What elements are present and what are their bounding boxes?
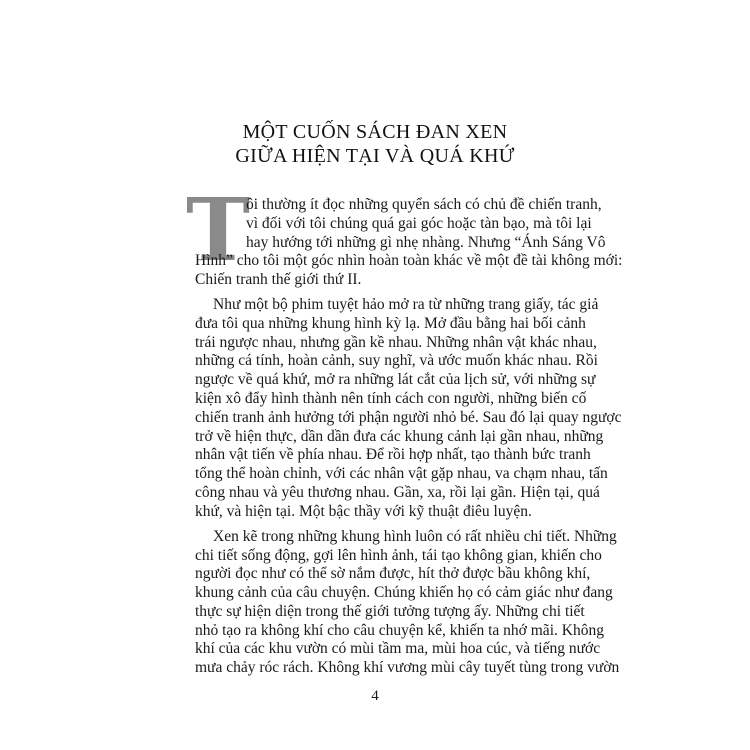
text-line: người đọc như có thể sờ nắm được, hít thở được bầu không khí, bbox=[195, 565, 591, 583]
text-line: tổng thể hoàn chỉnh, với các nhân vật gặp nhau, va chạm nhau, tấn bbox=[195, 465, 608, 483]
text-line: trở về hiện thực, dần dần đưa các khung cảnh lại gần nhau, những bbox=[195, 427, 604, 445]
text-line: Như một bộ phim tuyệt hảo mở ra từ những trang giấy, tác giả bbox=[213, 296, 599, 314]
chapter-title-line-2: GIỮA HIỆN TẠI VÀ QUÁ KHỨ bbox=[235, 145, 515, 167]
text-line: Hình” cho tôi một góc nhìn hoàn toàn khác về một đề tài không mới: bbox=[195, 252, 623, 270]
text-line: nhân vật tiến về phía nhau. Để rồi hợp nhất, tạo thành bức tranh bbox=[195, 446, 591, 464]
text-line: vì đối với tôi chúng quá gai góc hoặc tàn bạo, mà tôi lại bbox=[246, 214, 592, 232]
drop-cap-letter: T bbox=[186, 180, 250, 281]
text-line: khứ, và hiện tại. Một bậc thầy với kỹ thuật điêu luyện. bbox=[195, 502, 532, 520]
text-line: kiện xô đẩy hình thành nên tính cách con người, những biến cố bbox=[195, 390, 587, 408]
page-number: 4 bbox=[371, 688, 379, 704]
text-line: những cá tính, hoàn cảnh, suy nghĩ, và ước muốn khác nhau. Rồi bbox=[195, 352, 598, 370]
text-line: Xen kẽ trong những khung hình luôn có rất nhiều chi tiết. Những bbox=[213, 527, 617, 545]
text-line: khí của các khu vườn có mùi tầm ma, mùi hoa cúc, và tiếng nước bbox=[195, 640, 601, 658]
chapter-title-line-1: MỘT CUỐN SÁCH ĐAN XEN bbox=[242, 121, 508, 143]
text-line: thực sự hiện diện trong thế giới tưởng tượng ấy. Những chi tiết bbox=[195, 602, 585, 620]
text-line: nhỏ tạo ra không khí cho câu chuyện kể, khiến ta nhớ mãi. Không bbox=[195, 621, 604, 639]
text-line: khung cảnh của câu chuyện. Chúng khiến họ có cảm giác như đang bbox=[195, 584, 613, 602]
text-line: đưa tôi qua những khung hình kỳ lạ. Mở đầu bằng hai bối cảnh bbox=[195, 314, 586, 332]
text-line: mưa chảy róc rách. Không khí vương mùi cây tuyết tùng trong vườn bbox=[195, 659, 620, 677]
text-line: ngược về quá khứ, mở ra những lát cắt của lịch sử, với những sự bbox=[195, 371, 596, 389]
text-line: ôi thường ít đọc những quyển sách có chủ đề chiến tranh, bbox=[246, 196, 602, 213]
text-line: Chiến tranh thế giới thứ II. bbox=[195, 271, 362, 289]
text-line: chiến tranh ảnh hưởng tới phận người nhỏ bé. Sau đó lại quay ngược bbox=[195, 408, 622, 426]
text-line: chi tiết sống động, gợi lên hình ảnh, tái tạo không gian, khiến cho bbox=[195, 546, 602, 564]
text-line: hay hướng tới những gì nhẹ nhàng. Nhưng “Ánh Sáng Vô bbox=[246, 233, 606, 251]
text-line: công nhau và yêu thương nhau. Gần, xa, rồi lại gần. Hiện tại, quá bbox=[195, 483, 600, 501]
text-line: trái ngược nhau, nhưng gần kề nhau. Những nhân vật khác nhau, bbox=[195, 333, 597, 351]
